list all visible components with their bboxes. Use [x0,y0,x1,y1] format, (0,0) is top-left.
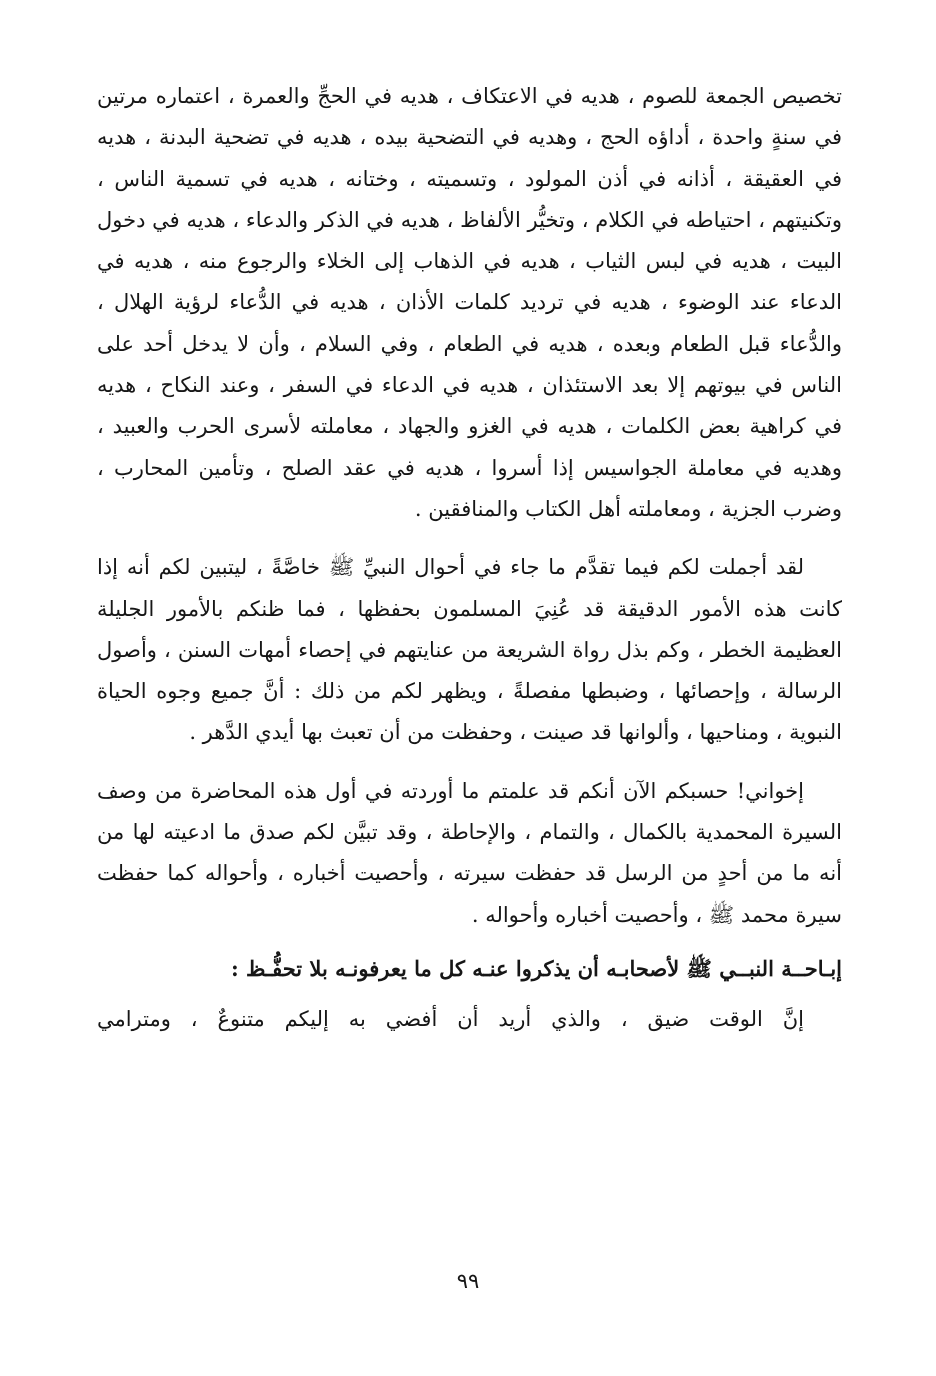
paragraph-brothers: إخواني! حسبكم الآن أنكم قد علمتم ما أوردته في أول هذه المحاضرة من وصف السيرة المحمدية بالكمال ، والتمام ، والإحاطة ، وقد تبيَّن لكم صدق ما ادعيته لها من أنه ما من أحدٍ من الرسل قد حفظت سيرته ، وأحصيت أخباره ، وأحواله كما حفظت سيرة محمد ﷺ ، وأحصيت أخباره وأحواله . [97,778,842,927]
page-body [97,76,842,1040]
paragraph-continuation: إنَّ الوقت ضيق ، والذي أريد أن أفضي به إليكم متنوعٌ ، ومترامي [97,1006,804,1031]
section-heading: إبـاحــة النبــي ﷺ لأصحابـه أن يذكروا عنـه كل ما يعرفونـه بلا تحفُّـظ : [230,955,842,981]
paragraph-topics-list: تخصيص الجمعة للصوم ، هديه في الاعتكاف ، هديه في الحجِّ والعمرة ، اعتماره مرتين في سنةٍ واحدة ، أداؤه الحج ، وهديه في التضحية بيده ، هديه في تضحية البدنة ، هديه في العقيقة ، أذانه في أذن المولود ، وتسميته ، وختانه ، هديه في تسمية الناس ، وتكنيتهم ، احتياطه في الكلام ، وتخيُّر الألفاظ ، هديه في الذكر والدعاء ، هديه في دخول البيت ، هديه في لبس الثياب ، هديه في الذهاب إلى الخلاء والرجوع منه ، هديه في الدعاء عند الوضوء ، هديه في ترديد كلمات الأذان ، هديه في الدُّعاء لرؤية الهلال ، والدُّعاء قبل الطعام وبعده ، هديه في الطعام ، وفي السلام ، وأن لا يدخل أحد على الناس في بيوتهم إلا بعد الاستئذان ، هديه في الدعاء في السفر ، وعند النكاح ، هديه في كراهية بعض الكلمات ، هديه في الغزو والجهاد ، معاملته لأسرى الحرب والعبيد ، وهديه في معاملة الجواسيس إذا أسروا ، هديه في عقد الصلح ، وتأمين المحارب ، وضرب الجزية ، ومعاملته أهل الكتاب والمنافقين . [97,84,842,521]
page-number: ٩٩ [456,1269,480,1293]
paragraph-summary: لقد أجملت لكم فيما تقدَّم ما جاء في أحوال النبيِّ ﷺ خاصَّةً ، ليتبين لكم أنه إذا كانت هذه الأمور الدقيقة قد عُنِيَ المسلمون بحفظها ، فما ظنكم بالأمور الجليلة العظيمة الخطر ، وكم بذل رواة الشريعة من عنايتهم في إحصاء أمهات السنن ، وأصول الرسالة ، وإحصائها ، وضبطها مفصلةً ، ويظهر لكم من ذلك : أنَّ جميع وجوه الحياة النبوية ، ومناحيها ، وألوانها قد صينت ، وحفظت من أن تعبث بها أيدي الدَّهر . [97,555,842,745]
